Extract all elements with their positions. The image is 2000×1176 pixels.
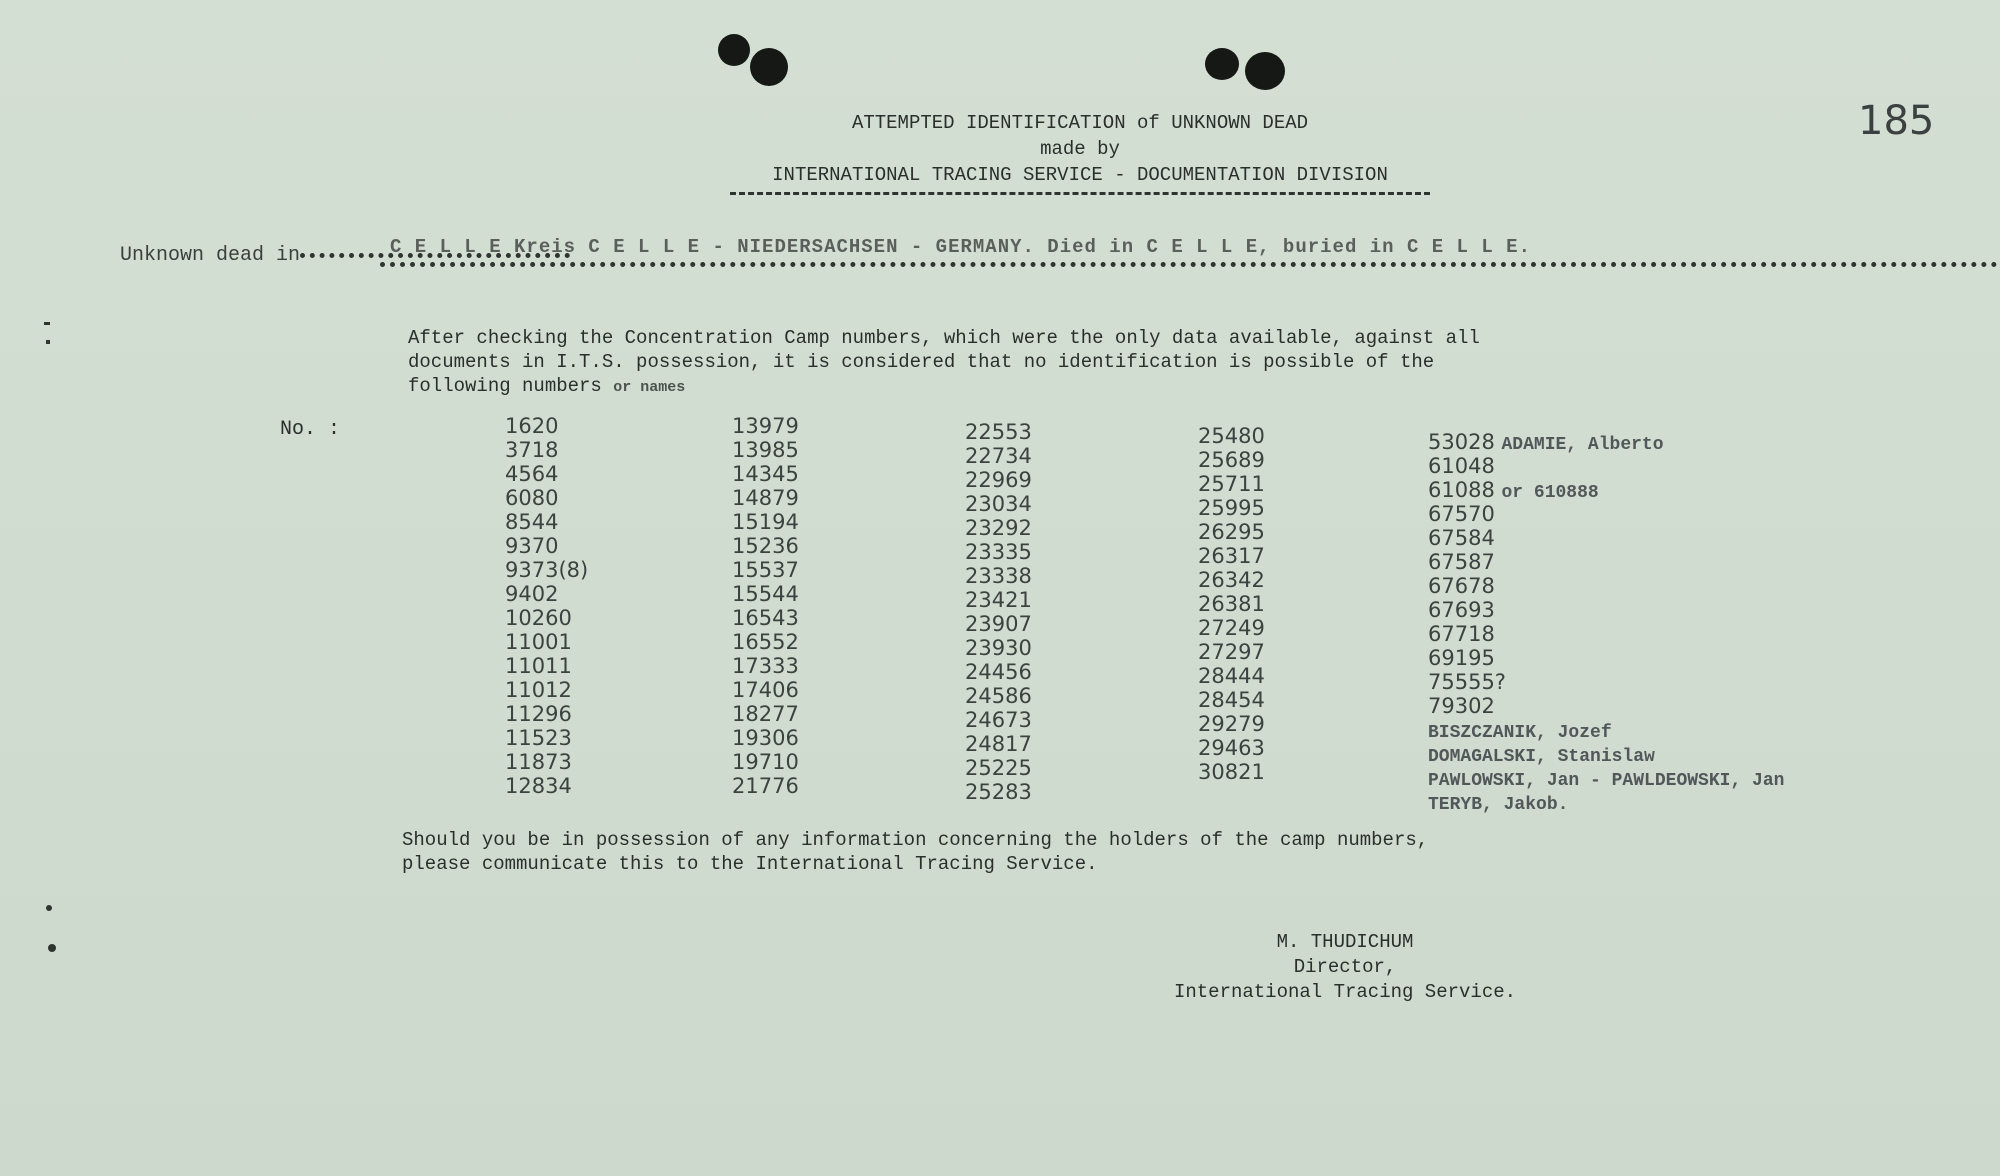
- camp-number: 11523: [505, 726, 572, 750]
- camp-entry: [1428, 742, 1784, 766]
- header-organization: INTERNATIONAL TRACING SERVICE - DOCUMENTATION DIVISION: [772, 164, 1388, 186]
- dotted-leader-long: [380, 262, 2000, 267]
- camp-number: 24586: [965, 684, 1032, 708]
- camp-number: 25689: [1198, 448, 1265, 472]
- camp-number: 17406: [732, 678, 799, 702]
- camp-number: 25995: [1198, 496, 1265, 520]
- camp-number: 9370: [505, 534, 559, 558]
- camp-number: 26317: [1198, 544, 1265, 568]
- header-subtitle: made by: [1040, 138, 1120, 160]
- margin-mark: [46, 905, 52, 911]
- signature-block: [1155, 930, 1535, 1005]
- intro-line-3: [408, 374, 1668, 400]
- intro-line: following numbers: [408, 375, 602, 397]
- camp-entry: [1428, 526, 1784, 550]
- camp-number: 21776: [732, 774, 799, 798]
- camp-number: 69195: [1428, 646, 1495, 670]
- camp-number: 11296: [505, 702, 572, 726]
- camp-number: 22734: [965, 444, 1032, 468]
- header-title: ATTEMPTED IDENTIFICATION of UNKNOWN DEAD: [851, 112, 1309, 134]
- camp-number: 30821: [1198, 760, 1265, 784]
- camp-entry: [1428, 598, 1784, 622]
- camp-number: 61048: [1428, 454, 1495, 478]
- person-name: TERYB, Jakob.: [1428, 795, 1569, 815]
- intro-line: documents in I.T.S. possession, it is considered that no identification is possible of the: [408, 351, 1435, 373]
- camp-entry: [1428, 670, 1784, 694]
- signer-name: M. THUDICHUM: [1276, 931, 1414, 953]
- punch-hole: [750, 48, 788, 86]
- camp-number: 23292: [965, 516, 1032, 540]
- camp-number: 27249: [1198, 616, 1265, 640]
- number-column-5: [1428, 430, 1784, 814]
- camp-number: 15236: [732, 534, 799, 558]
- camp-number: 1620: [505, 414, 559, 438]
- camp-number: 67718: [1428, 622, 1495, 646]
- camp-number: 23335: [965, 540, 1032, 564]
- camp-number: 16552: [732, 630, 799, 654]
- camp-number: 79302: [1428, 694, 1495, 718]
- camp-entry: [1428, 574, 1784, 598]
- camp-entry: [1428, 790, 1784, 814]
- closing-line: Should you be in possession of any information concerning the holders of the camp numbers,: [402, 829, 1429, 851]
- camp-number: 15544: [732, 582, 799, 606]
- burial-place: C E L L E Kreis C E L L E - NIEDERSACHSEN - GERMANY. Died in C E L L E, buried in C E L L E.: [390, 236, 1531, 258]
- person-name: BISZCZANIK, Jozef: [1428, 723, 1612, 743]
- camp-number: 14345: [732, 462, 799, 486]
- camp-number: 19710: [732, 750, 799, 774]
- number-column-2: [732, 414, 799, 798]
- camp-number: 23421: [965, 588, 1032, 612]
- camp-number: 29279: [1198, 712, 1265, 736]
- camp-number: 25480: [1198, 424, 1265, 448]
- camp-entry: [1428, 646, 1784, 670]
- camp-entry: [1428, 454, 1784, 478]
- camp-number: 27297: [1198, 640, 1265, 664]
- unknown-dead-label: Unknown dead in: [120, 244, 301, 267]
- punch-hole: [718, 34, 750, 66]
- camp-number: 67693: [1428, 598, 1495, 622]
- signer-title: Director,: [1293, 956, 1397, 978]
- camp-number: 19306: [732, 726, 799, 750]
- camp-number: 9402: [505, 582, 559, 606]
- camp-number: 8544: [505, 510, 559, 534]
- camp-number: 13985: [732, 438, 799, 462]
- number-column-3: [965, 420, 1032, 804]
- camp-number: 23930: [965, 636, 1032, 660]
- camp-number: 61088: [1428, 478, 1495, 502]
- document-header: [700, 110, 1460, 195]
- camp-number: 24456: [965, 660, 1032, 684]
- page-number: 185: [1858, 98, 1935, 144]
- camp-number: 11012: [505, 678, 572, 702]
- person-name: or 610888: [1501, 483, 1599, 503]
- camp-number: 17333: [732, 654, 799, 678]
- camp-number: 16543: [732, 606, 799, 630]
- closing-paragraph: [402, 828, 1602, 876]
- camp-number: 15537: [732, 558, 799, 582]
- unknown-dead-line: [120, 236, 1890, 267]
- camp-number: 53028: [1428, 430, 1495, 454]
- camp-entry: [1428, 694, 1784, 718]
- number-column-4: [1198, 424, 1265, 784]
- camp-number: 15194: [732, 510, 799, 534]
- person-name: PAWLOWSKI, Jan - PAWLDEOWSKI, Jan: [1428, 771, 1785, 791]
- punch-hole: [1245, 52, 1285, 90]
- camp-number: 67570: [1428, 502, 1495, 526]
- closing-line: please communicate this to the International Tracing Service.: [402, 853, 1098, 875]
- camp-entry: [1428, 478, 1784, 502]
- camp-entry: [1428, 550, 1784, 574]
- header-underline: [730, 192, 1430, 195]
- camp-number: 14879: [732, 486, 799, 510]
- camp-number: 13979: [732, 414, 799, 438]
- camp-entry: [1428, 718, 1784, 742]
- camp-number: 23034: [965, 492, 1032, 516]
- camp-number: 22969: [965, 468, 1032, 492]
- camp-number: 28444: [1198, 664, 1265, 688]
- camp-number: 22553: [965, 420, 1032, 444]
- person-name: ADAMIE, Alberto: [1501, 435, 1664, 455]
- camp-number: 26295: [1198, 520, 1265, 544]
- camp-number: 11001: [505, 630, 572, 654]
- camp-number: 4564: [505, 462, 559, 486]
- camp-entry: [1428, 622, 1784, 646]
- camp-number: 11011: [505, 654, 572, 678]
- camp-number: 75555?: [1428, 670, 1506, 694]
- camp-number: 18277: [732, 702, 799, 726]
- camp-number: 26381: [1198, 592, 1265, 616]
- camp-number: 25225: [965, 756, 1032, 780]
- camp-number: 67584: [1428, 526, 1495, 550]
- camp-number: 24673: [965, 708, 1032, 732]
- intro-paragraph: [408, 326, 1668, 400]
- camp-number: 28454: [1198, 688, 1265, 712]
- margin-mark: [44, 322, 50, 325]
- signer-organization: International Tracing Service.: [1173, 981, 1517, 1003]
- camp-number: 23338: [965, 564, 1032, 588]
- camp-number: 11873: [505, 750, 572, 774]
- camp-number: 24817: [965, 732, 1032, 756]
- camp-number: 29463: [1198, 736, 1265, 760]
- camp-number: 9373(8): [505, 558, 589, 582]
- camp-entry: [1428, 430, 1784, 454]
- camp-entry: [1428, 766, 1784, 790]
- camp-number: 23907: [965, 612, 1032, 636]
- camp-entry: [1428, 502, 1784, 526]
- camp-number: 67678: [1428, 574, 1495, 598]
- person-name: DOMAGALSKI, Stanislaw: [1428, 747, 1655, 767]
- camp-number: 25711: [1198, 472, 1265, 496]
- or-names-annotation: or names: [613, 379, 686, 396]
- number-column-1: [505, 414, 588, 798]
- camp-number: 10260: [505, 606, 572, 630]
- margin-mark: [46, 340, 50, 344]
- punch-hole: [1205, 48, 1239, 80]
- camp-number: 26342: [1198, 568, 1265, 592]
- camp-number: 3718: [505, 438, 559, 462]
- camp-number: 12834: [505, 774, 572, 798]
- camp-number: 6080: [505, 486, 559, 510]
- numbers-label: No. :: [280, 418, 341, 441]
- camp-number: 67587: [1428, 550, 1495, 574]
- camp-number: 25283: [965, 780, 1032, 804]
- intro-line: After checking the Concentration Camp numbers, which were the only data available, against all: [408, 327, 1480, 349]
- margin-mark: [48, 944, 56, 952]
